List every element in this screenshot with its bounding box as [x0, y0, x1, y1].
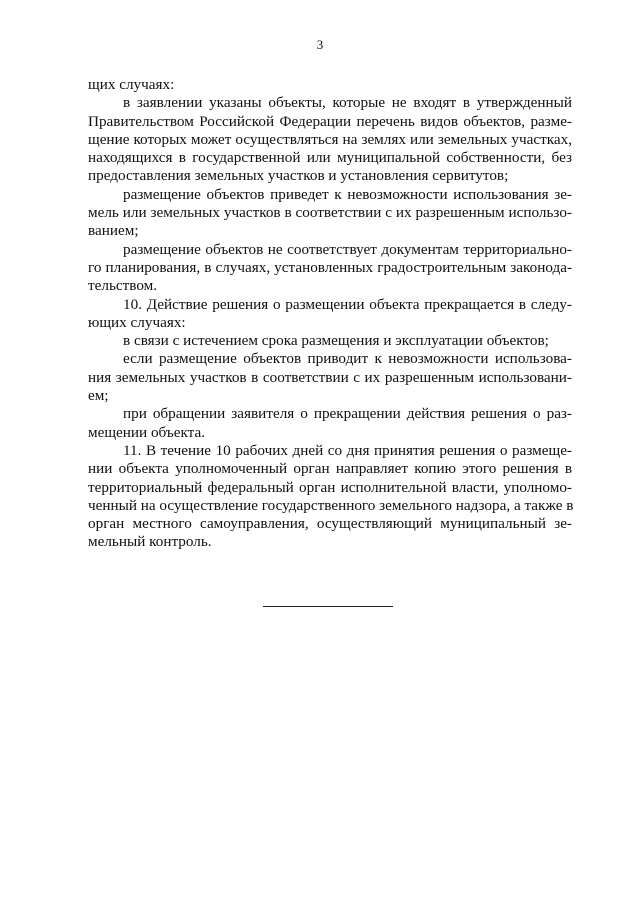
text-line: если размещение объектов приводит к невозможности использова-	[123, 350, 572, 368]
text-line: мель или земельных участков в соответствии с их разрешенным использо-	[88, 204, 572, 222]
text-line: в заявлении указаны объекты, которые не входят в утвержденный	[123, 94, 572, 112]
text-line: го планирования, в случаях, установленных градостроительным законода-	[88, 258, 572, 276]
text-line: щих случаях:	[88, 76, 175, 93]
text-line: ченный на осуществление государственного земельного надзора, а также в	[88, 496, 574, 514]
text-line: предоставления земельных участков и установления сервитутов;	[88, 167, 509, 185]
text-line: размещение объектов приведет к невозможности использования зе-	[123, 185, 572, 203]
text-line: ния земельных участков в соответствии с их разрешенным использовани-	[88, 368, 572, 386]
document-body-text	[88, 76, 572, 552]
text-line: орган местного самоуправления, осуществляющий муниципальный зе-	[88, 515, 572, 533]
page-number: 3	[316, 37, 324, 52]
text-line: находящихся в государственной или муниципальной собственности, без	[88, 149, 572, 167]
text-line: 11. В течение 10 рабочих дней со дня принятия решения о размеще-	[123, 441, 572, 459]
text-line: ющих случаях:	[88, 313, 186, 331]
text-line: 10. Действие решения о размещении объекта прекращается в следу-	[123, 295, 572, 313]
text-line: территориальный федеральный орган исполнительной власти, уполномо-	[88, 478, 572, 496]
text-line: мельный контроль.	[88, 533, 212, 551]
text-line: мещении объекта.	[88, 423, 206, 441]
text-line: размещение объектов не соответствует документам территориально-	[123, 240, 572, 258]
text-line: нии объекта уполномоченный орган направляет копию этого решения в	[88, 460, 572, 478]
text-line: при обращении заявителя о прекращении действия решения о раз-	[123, 405, 572, 423]
end-of-text-divider	[263, 606, 393, 607]
text-line: тельством.	[88, 277, 158, 295]
text-line: щение которых может осуществляться на землях или земельных участках,	[88, 130, 572, 148]
text-line: в связи с истечением срока размещения и эксплуатации объектов;	[123, 332, 549, 350]
text-line: ем;	[88, 387, 109, 405]
text-line: Правительством Российской Федерации перечень видов объектов, разме-	[88, 112, 572, 130]
text-line: ванием;	[88, 222, 139, 240]
